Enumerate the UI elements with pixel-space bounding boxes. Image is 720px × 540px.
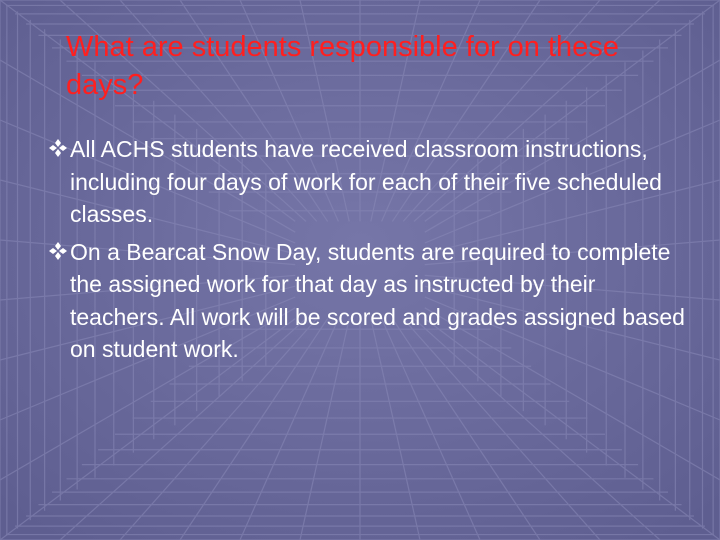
slide-title: What are students responsible for on these days?	[66, 31, 619, 101]
diamond-bullet-icon	[48, 241, 68, 261]
bullet-text: All ACHS students have received classroom instructions, including four days of work for each of their five scheduled classes.	[70, 136, 662, 227]
diamond-bullet-icon	[48, 138, 68, 158]
bullet-item	[48, 236, 688, 366]
bullet-text: On a Bearcat Snow Day, students are required to complete the assigned work for that day as instructed by their teachers. All work will be scored and grades assigned based on student work.	[70, 238, 685, 362]
bullet-item	[48, 133, 688, 231]
bullet-list	[48, 133, 688, 371]
